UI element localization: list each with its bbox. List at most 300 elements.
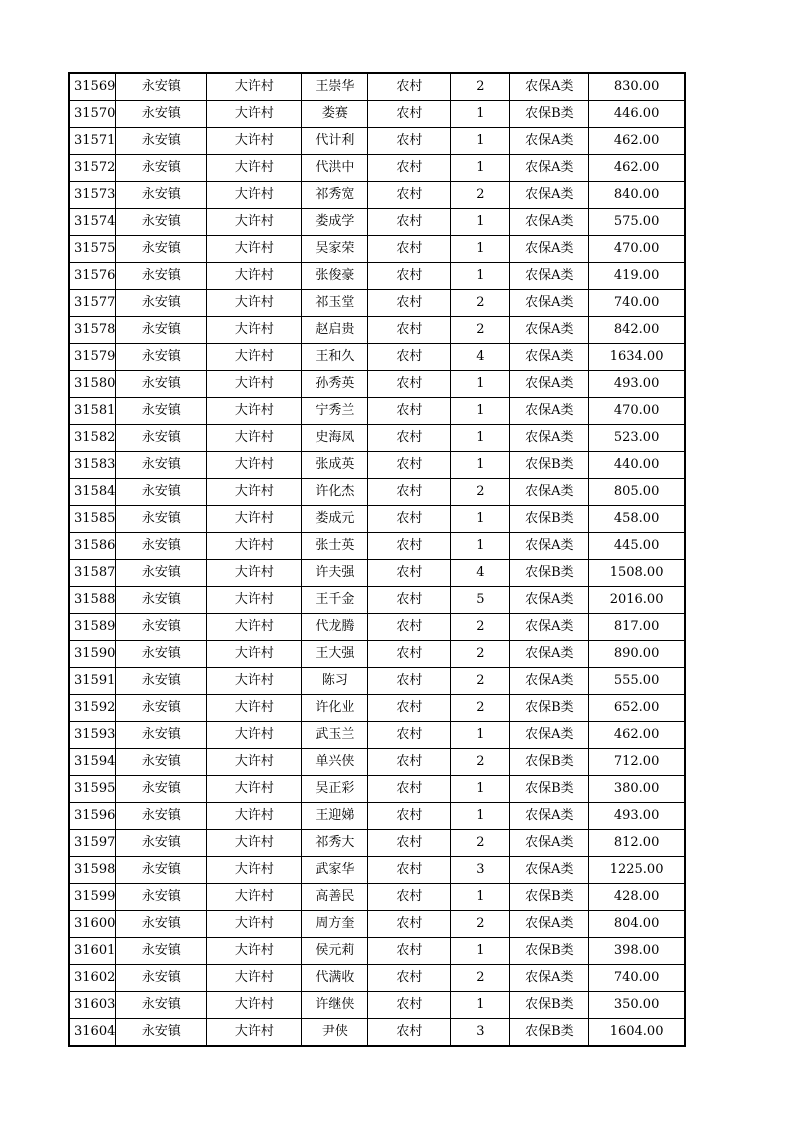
cell-town: 永安镇 (116, 749, 207, 776)
table-row (69, 587, 685, 614)
cell-count: 4 (451, 560, 510, 587)
cell-id: 31583 (69, 452, 116, 479)
cell-type: 农村 (368, 965, 451, 992)
cell-amount: 890.00 (589, 641, 685, 668)
cell-name: 代计利 (302, 128, 368, 155)
cell-amount: 493.00 (589, 371, 685, 398)
table-row (69, 884, 685, 911)
cell-count: 2 (451, 73, 510, 101)
cell-amount: 2016.00 (589, 587, 685, 614)
cell-name: 王和久 (302, 344, 368, 371)
cell-village: 大许村 (207, 938, 302, 965)
cell-category: 农保A类 (510, 425, 589, 452)
cell-amount: 712.00 (589, 749, 685, 776)
cell-id: 31594 (69, 749, 116, 776)
cell-town: 永安镇 (116, 398, 207, 425)
cell-village: 大许村 (207, 452, 302, 479)
cell-category: 农保B类 (510, 749, 589, 776)
cell-name: 张俊豪 (302, 263, 368, 290)
cell-category: 农保A类 (510, 479, 589, 506)
cell-id: 31574 (69, 209, 116, 236)
cell-type: 农村 (368, 101, 451, 128)
cell-town: 永安镇 (116, 452, 207, 479)
cell-id: 31602 (69, 965, 116, 992)
cell-name: 代洪中 (302, 155, 368, 182)
cell-count: 2 (451, 668, 510, 695)
cell-village: 大许村 (207, 533, 302, 560)
cell-id: 31593 (69, 722, 116, 749)
table-row (69, 263, 685, 290)
cell-count: 2 (451, 614, 510, 641)
table-row (69, 290, 685, 317)
cell-count: 1 (451, 506, 510, 533)
cell-category: 农保A类 (510, 587, 589, 614)
cell-name: 娄赛 (302, 101, 368, 128)
cell-type: 农村 (368, 479, 451, 506)
cell-id: 31570 (69, 101, 116, 128)
cell-id: 31603 (69, 992, 116, 1019)
cell-name: 武家华 (302, 857, 368, 884)
cell-town: 永安镇 (116, 1019, 207, 1047)
cell-town: 永安镇 (116, 101, 207, 128)
cell-name: 侯元莉 (302, 938, 368, 965)
cell-amount: 840.00 (589, 182, 685, 209)
cell-count: 1 (451, 992, 510, 1019)
cell-village: 大许村 (207, 506, 302, 533)
cell-amount: 812.00 (589, 830, 685, 857)
cell-category: 农保B类 (510, 884, 589, 911)
cell-count: 2 (451, 290, 510, 317)
cell-category: 农保A类 (510, 614, 589, 641)
cell-count: 1 (451, 803, 510, 830)
cell-amount: 1225.00 (589, 857, 685, 884)
cell-town: 永安镇 (116, 533, 207, 560)
cell-count: 1 (451, 533, 510, 560)
table-row (69, 1019, 685, 1047)
cell-village: 大许村 (207, 668, 302, 695)
cell-count: 1 (451, 263, 510, 290)
cell-village: 大许村 (207, 722, 302, 749)
cell-town: 永安镇 (116, 992, 207, 1019)
cell-amount: 462.00 (589, 155, 685, 182)
cell-type: 农村 (368, 425, 451, 452)
cell-amount: 740.00 (589, 290, 685, 317)
cell-village: 大许村 (207, 263, 302, 290)
cell-town: 永安镇 (116, 560, 207, 587)
cell-category: 农保A类 (510, 965, 589, 992)
table-row (69, 533, 685, 560)
cell-town: 永安镇 (116, 641, 207, 668)
cell-amount: 1604.00 (589, 1019, 685, 1047)
cell-town: 永安镇 (116, 425, 207, 452)
cell-village: 大许村 (207, 344, 302, 371)
cell-amount: 462.00 (589, 722, 685, 749)
cell-village: 大许村 (207, 128, 302, 155)
cell-category: 农保B类 (510, 992, 589, 1019)
cell-town: 永安镇 (116, 884, 207, 911)
cell-count: 1 (451, 452, 510, 479)
cell-name: 代龙腾 (302, 614, 368, 641)
table-row (69, 155, 685, 182)
cell-category: 农保A类 (510, 857, 589, 884)
table-row (69, 965, 685, 992)
cell-count: 3 (451, 857, 510, 884)
cell-id: 31569 (69, 73, 116, 101)
cell-category: 农保A类 (510, 182, 589, 209)
cell-id: 31586 (69, 533, 116, 560)
cell-name: 娄成学 (302, 209, 368, 236)
cell-village: 大许村 (207, 182, 302, 209)
cell-type: 农村 (368, 560, 451, 587)
cell-name: 单兴侠 (302, 749, 368, 776)
cell-id: 31598 (69, 857, 116, 884)
cell-count: 1 (451, 371, 510, 398)
cell-id: 31597 (69, 830, 116, 857)
cell-name: 许继侠 (302, 992, 368, 1019)
cell-name: 孙秀英 (302, 371, 368, 398)
cell-amount: 350.00 (589, 992, 685, 1019)
cell-category: 农保A类 (510, 668, 589, 695)
table-row (69, 452, 685, 479)
cell-town: 永安镇 (116, 965, 207, 992)
cell-category: 农保A类 (510, 830, 589, 857)
cell-name: 张成英 (302, 452, 368, 479)
cell-count: 1 (451, 425, 510, 452)
cell-category: 农保A类 (510, 533, 589, 560)
cell-category: 农保A类 (510, 263, 589, 290)
cell-type: 农村 (368, 776, 451, 803)
cell-village: 大许村 (207, 425, 302, 452)
table-row (69, 317, 685, 344)
cell-count: 2 (451, 641, 510, 668)
cell-town: 永安镇 (116, 911, 207, 938)
cell-type: 农村 (368, 668, 451, 695)
cell-amount: 446.00 (589, 101, 685, 128)
cell-town: 永安镇 (116, 317, 207, 344)
cell-village: 大许村 (207, 290, 302, 317)
cell-id: 31580 (69, 371, 116, 398)
cell-category: 农保B类 (510, 560, 589, 587)
cell-count: 2 (451, 965, 510, 992)
cell-name: 陈习 (302, 668, 368, 695)
benefit-table (68, 72, 686, 1047)
cell-village: 大许村 (207, 749, 302, 776)
cell-town: 永安镇 (116, 73, 207, 101)
cell-count: 4 (451, 344, 510, 371)
cell-town: 永安镇 (116, 155, 207, 182)
cell-category: 农保A类 (510, 398, 589, 425)
cell-category: 农保A类 (510, 155, 589, 182)
cell-id: 31604 (69, 1019, 116, 1047)
cell-type: 农村 (368, 722, 451, 749)
cell-amount: 445.00 (589, 533, 685, 560)
table-row (69, 803, 685, 830)
cell-count: 1 (451, 776, 510, 803)
cell-amount: 380.00 (589, 776, 685, 803)
table-row (69, 101, 685, 128)
cell-amount: 419.00 (589, 263, 685, 290)
table-row (69, 938, 685, 965)
cell-name: 张士英 (302, 533, 368, 560)
cell-count: 3 (451, 1019, 510, 1047)
cell-category: 农保A类 (510, 371, 589, 398)
cell-type: 农村 (368, 73, 451, 101)
cell-town: 永安镇 (116, 506, 207, 533)
cell-type: 农村 (368, 857, 451, 884)
cell-id: 31588 (69, 587, 116, 614)
cell-type: 农村 (368, 938, 451, 965)
table-row (69, 560, 685, 587)
cell-id: 31596 (69, 803, 116, 830)
cell-amount: 1508.00 (589, 560, 685, 587)
cell-village: 大许村 (207, 695, 302, 722)
cell-village: 大许村 (207, 965, 302, 992)
cell-village: 大许村 (207, 479, 302, 506)
cell-type: 农村 (368, 290, 451, 317)
cell-village: 大许村 (207, 398, 302, 425)
cell-village: 大许村 (207, 101, 302, 128)
table-row (69, 749, 685, 776)
table-row (69, 182, 685, 209)
cell-amount: 804.00 (589, 911, 685, 938)
cell-type: 农村 (368, 371, 451, 398)
cell-id: 31585 (69, 506, 116, 533)
cell-town: 永安镇 (116, 587, 207, 614)
table-body (69, 73, 685, 1046)
cell-village: 大许村 (207, 614, 302, 641)
cell-amount: 652.00 (589, 695, 685, 722)
cell-type: 农村 (368, 236, 451, 263)
cell-type: 农村 (368, 749, 451, 776)
cell-name: 王崇华 (302, 73, 368, 101)
cell-id: 31584 (69, 479, 116, 506)
cell-id: 31599 (69, 884, 116, 911)
cell-id: 31587 (69, 560, 116, 587)
table-row (69, 776, 685, 803)
cell-name: 史海凤 (302, 425, 368, 452)
cell-id: 31576 (69, 263, 116, 290)
table-row (69, 479, 685, 506)
cell-type: 农村 (368, 587, 451, 614)
cell-count: 1 (451, 722, 510, 749)
cell-category: 农保B类 (510, 938, 589, 965)
cell-id: 31577 (69, 290, 116, 317)
cell-id: 31591 (69, 668, 116, 695)
cell-count: 1 (451, 884, 510, 911)
cell-type: 农村 (368, 263, 451, 290)
cell-amount: 575.00 (589, 209, 685, 236)
cell-name: 吴家荣 (302, 236, 368, 263)
cell-type: 农村 (368, 182, 451, 209)
cell-category: 农保A类 (510, 73, 589, 101)
cell-type: 农村 (368, 1019, 451, 1047)
cell-id: 31582 (69, 425, 116, 452)
cell-category: 农保A类 (510, 803, 589, 830)
table-row (69, 506, 685, 533)
cell-village: 大许村 (207, 317, 302, 344)
cell-village: 大许村 (207, 209, 302, 236)
cell-count: 1 (451, 209, 510, 236)
table-row (69, 695, 685, 722)
cell-village: 大许村 (207, 641, 302, 668)
table-row (69, 992, 685, 1019)
cell-id: 31575 (69, 236, 116, 263)
cell-name: 武玉兰 (302, 722, 368, 749)
cell-type: 农村 (368, 128, 451, 155)
cell-amount: 470.00 (589, 236, 685, 263)
cell-name: 娄成元 (302, 506, 368, 533)
cell-name: 祁玉堂 (302, 290, 368, 317)
cell-category: 农保B类 (510, 695, 589, 722)
cell-name: 宁秀兰 (302, 398, 368, 425)
table-row (69, 209, 685, 236)
cell-town: 永安镇 (116, 614, 207, 641)
cell-name: 祁秀宽 (302, 182, 368, 209)
cell-village: 大许村 (207, 371, 302, 398)
cell-town: 永安镇 (116, 857, 207, 884)
cell-category: 农保B类 (510, 1019, 589, 1047)
cell-count: 2 (451, 182, 510, 209)
cell-type: 农村 (368, 344, 451, 371)
table-row (69, 236, 685, 263)
cell-village: 大许村 (207, 884, 302, 911)
cell-town: 永安镇 (116, 128, 207, 155)
cell-id: 31601 (69, 938, 116, 965)
table-row (69, 344, 685, 371)
cell-village: 大许村 (207, 803, 302, 830)
cell-category: 农保A类 (510, 290, 589, 317)
cell-amount: 830.00 (589, 73, 685, 101)
cell-id: 31573 (69, 182, 116, 209)
cell-town: 永安镇 (116, 938, 207, 965)
cell-category: 农保A类 (510, 236, 589, 263)
cell-village: 大许村 (207, 776, 302, 803)
cell-type: 农村 (368, 155, 451, 182)
cell-count: 1 (451, 101, 510, 128)
cell-amount: 470.00 (589, 398, 685, 425)
cell-id: 31600 (69, 911, 116, 938)
cell-category: 农保A类 (510, 911, 589, 938)
cell-count: 1 (451, 128, 510, 155)
cell-category: 农保B类 (510, 776, 589, 803)
cell-id: 31581 (69, 398, 116, 425)
cell-category: 农保A类 (510, 722, 589, 749)
cell-town: 永安镇 (116, 290, 207, 317)
cell-category: 农保A类 (510, 128, 589, 155)
cell-type: 农村 (368, 641, 451, 668)
cell-amount: 1634.00 (589, 344, 685, 371)
cell-id: 31590 (69, 641, 116, 668)
table-row (69, 641, 685, 668)
cell-amount: 462.00 (589, 128, 685, 155)
table-row (69, 425, 685, 452)
cell-type: 农村 (368, 533, 451, 560)
cell-id: 31578 (69, 317, 116, 344)
cell-category: 农保B类 (510, 101, 589, 128)
cell-type: 农村 (368, 398, 451, 425)
cell-town: 永安镇 (116, 371, 207, 398)
cell-count: 1 (451, 938, 510, 965)
cell-village: 大许村 (207, 992, 302, 1019)
cell-village: 大许村 (207, 1019, 302, 1047)
cell-count: 2 (451, 749, 510, 776)
cell-town: 永安镇 (116, 209, 207, 236)
cell-category: 农保A类 (510, 641, 589, 668)
cell-type: 农村 (368, 803, 451, 830)
cell-amount: 817.00 (589, 614, 685, 641)
cell-village: 大许村 (207, 560, 302, 587)
cell-name: 许夫强 (302, 560, 368, 587)
cell-count: 2 (451, 317, 510, 344)
table-row (69, 857, 685, 884)
cell-category: 农保A类 (510, 344, 589, 371)
cell-village: 大许村 (207, 857, 302, 884)
cell-count: 2 (451, 695, 510, 722)
table-row (69, 73, 685, 101)
cell-type: 农村 (368, 452, 451, 479)
table-row (69, 722, 685, 749)
cell-id: 31595 (69, 776, 116, 803)
cell-id: 31572 (69, 155, 116, 182)
table-row (69, 668, 685, 695)
cell-count: 1 (451, 398, 510, 425)
cell-town: 永安镇 (116, 668, 207, 695)
cell-amount: 740.00 (589, 965, 685, 992)
cell-name: 王千金 (302, 587, 368, 614)
cell-type: 农村 (368, 830, 451, 857)
cell-town: 永安镇 (116, 263, 207, 290)
cell-village: 大许村 (207, 155, 302, 182)
cell-name: 周方奎 (302, 911, 368, 938)
table-row (69, 911, 685, 938)
table-row (69, 371, 685, 398)
cell-town: 永安镇 (116, 236, 207, 263)
cell-name: 王大强 (302, 641, 368, 668)
cell-town: 永安镇 (116, 776, 207, 803)
cell-id: 31571 (69, 128, 116, 155)
cell-town: 永安镇 (116, 479, 207, 506)
cell-category: 农保A类 (510, 209, 589, 236)
cell-count: 2 (451, 830, 510, 857)
cell-count: 5 (451, 587, 510, 614)
table-row (69, 614, 685, 641)
cell-amount: 398.00 (589, 938, 685, 965)
cell-village: 大许村 (207, 830, 302, 857)
cell-amount: 493.00 (589, 803, 685, 830)
cell-id: 31592 (69, 695, 116, 722)
cell-name: 高善民 (302, 884, 368, 911)
cell-town: 永安镇 (116, 344, 207, 371)
cell-village: 大许村 (207, 911, 302, 938)
cell-category: 农保B类 (510, 452, 589, 479)
cell-town: 永安镇 (116, 803, 207, 830)
cell-amount: 523.00 (589, 425, 685, 452)
cell-count: 1 (451, 155, 510, 182)
cell-name: 尹侠 (302, 1019, 368, 1047)
cell-name: 代满收 (302, 965, 368, 992)
cell-town: 永安镇 (116, 182, 207, 209)
cell-id: 31589 (69, 614, 116, 641)
cell-type: 农村 (368, 317, 451, 344)
cell-type: 农村 (368, 506, 451, 533)
cell-amount: 805.00 (589, 479, 685, 506)
cell-name: 赵启贵 (302, 317, 368, 344)
cell-count: 2 (451, 911, 510, 938)
cell-town: 永安镇 (116, 695, 207, 722)
cell-count: 1 (451, 236, 510, 263)
cell-type: 农村 (368, 992, 451, 1019)
cell-category: 农保A类 (510, 317, 589, 344)
